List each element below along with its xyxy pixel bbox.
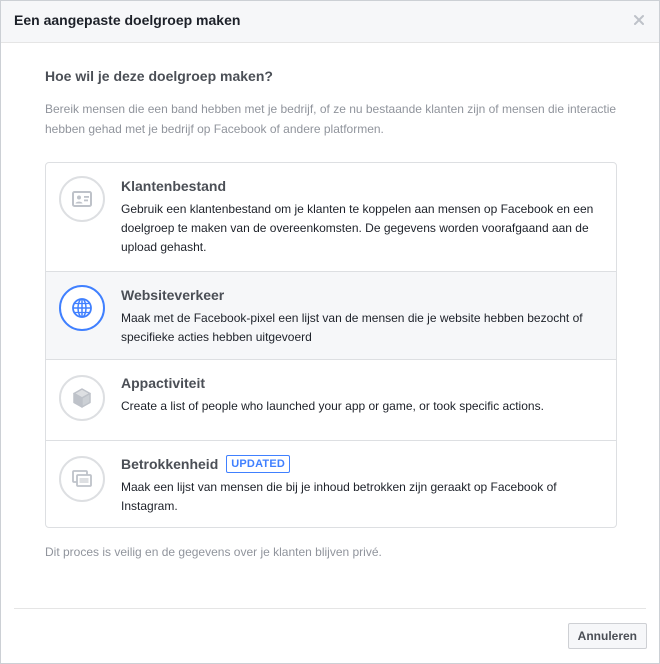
- option-description: Maak een lijst van mensen die bij je inhoud betrokken zijn geraakt op Facebook of Instagram.: [121, 480, 557, 513]
- option-description: Create a list of people who launched your app or game, or took specific actions.: [121, 399, 544, 413]
- close-icon[interactable]: [631, 12, 647, 28]
- option-title: Klantenbestand: [121, 178, 227, 194]
- option-text: [121, 177, 602, 257]
- audience-question: Hoe wil je deze doelgroep maken?: [45, 68, 273, 84]
- dialog-intro: [45, 67, 617, 139]
- option-text: [121, 374, 602, 416]
- audience-source-options: [45, 162, 617, 528]
- stacked-cards-icon: [59, 456, 105, 502]
- option-engagement[interactable]: [46, 440, 616, 527]
- option-text: [121, 286, 602, 347]
- contact-card-icon: [59, 176, 105, 222]
- option-title: Websiteverkeer: [121, 287, 225, 303]
- option-description: Maak met de Facebook-pixel een lijst van de mensen die je website hebben bezocht of specifieke acties hebben uitgevoerd: [121, 311, 583, 344]
- updated-badge: UPDATED: [226, 455, 290, 473]
- option-customer-file[interactable]: [46, 163, 616, 271]
- option-title: [121, 455, 602, 473]
- intro-text: Bereik mensen die een band hebben met je bedrijf, of ze nu bestaande klanten zijn of mensen die interactie hebben gehad met je bedrijf op Facebook of andere platformen.: [45, 102, 617, 136]
- option-text: [121, 455, 602, 516]
- globe-icon: [59, 285, 105, 331]
- option-title: Appactiviteit: [121, 375, 206, 391]
- cancel-button[interactable]: Annuleren: [568, 623, 647, 649]
- option-website-traffic[interactable]: [46, 271, 616, 359]
- option-app-activity[interactable]: [46, 359, 616, 440]
- privacy-note: Dit proces is veilig en de gegevens over je klanten blijven privé.: [45, 545, 382, 559]
- option-title-text: Betrokkenheid: [121, 456, 219, 472]
- footer-divider: [14, 608, 646, 609]
- cube-icon: [59, 375, 105, 421]
- dialog-title: Een aangepaste doelgroep maken: [14, 12, 241, 28]
- option-description: Gebruik een klantenbestand om je klanten te koppelen aan mensen op Facebook en een doelgroep te maken van de overeenkomsten. De gegevens worden voorafgaand aan de upload gehasht.: [121, 202, 594, 254]
- dialog-header: [1, 1, 659, 43]
